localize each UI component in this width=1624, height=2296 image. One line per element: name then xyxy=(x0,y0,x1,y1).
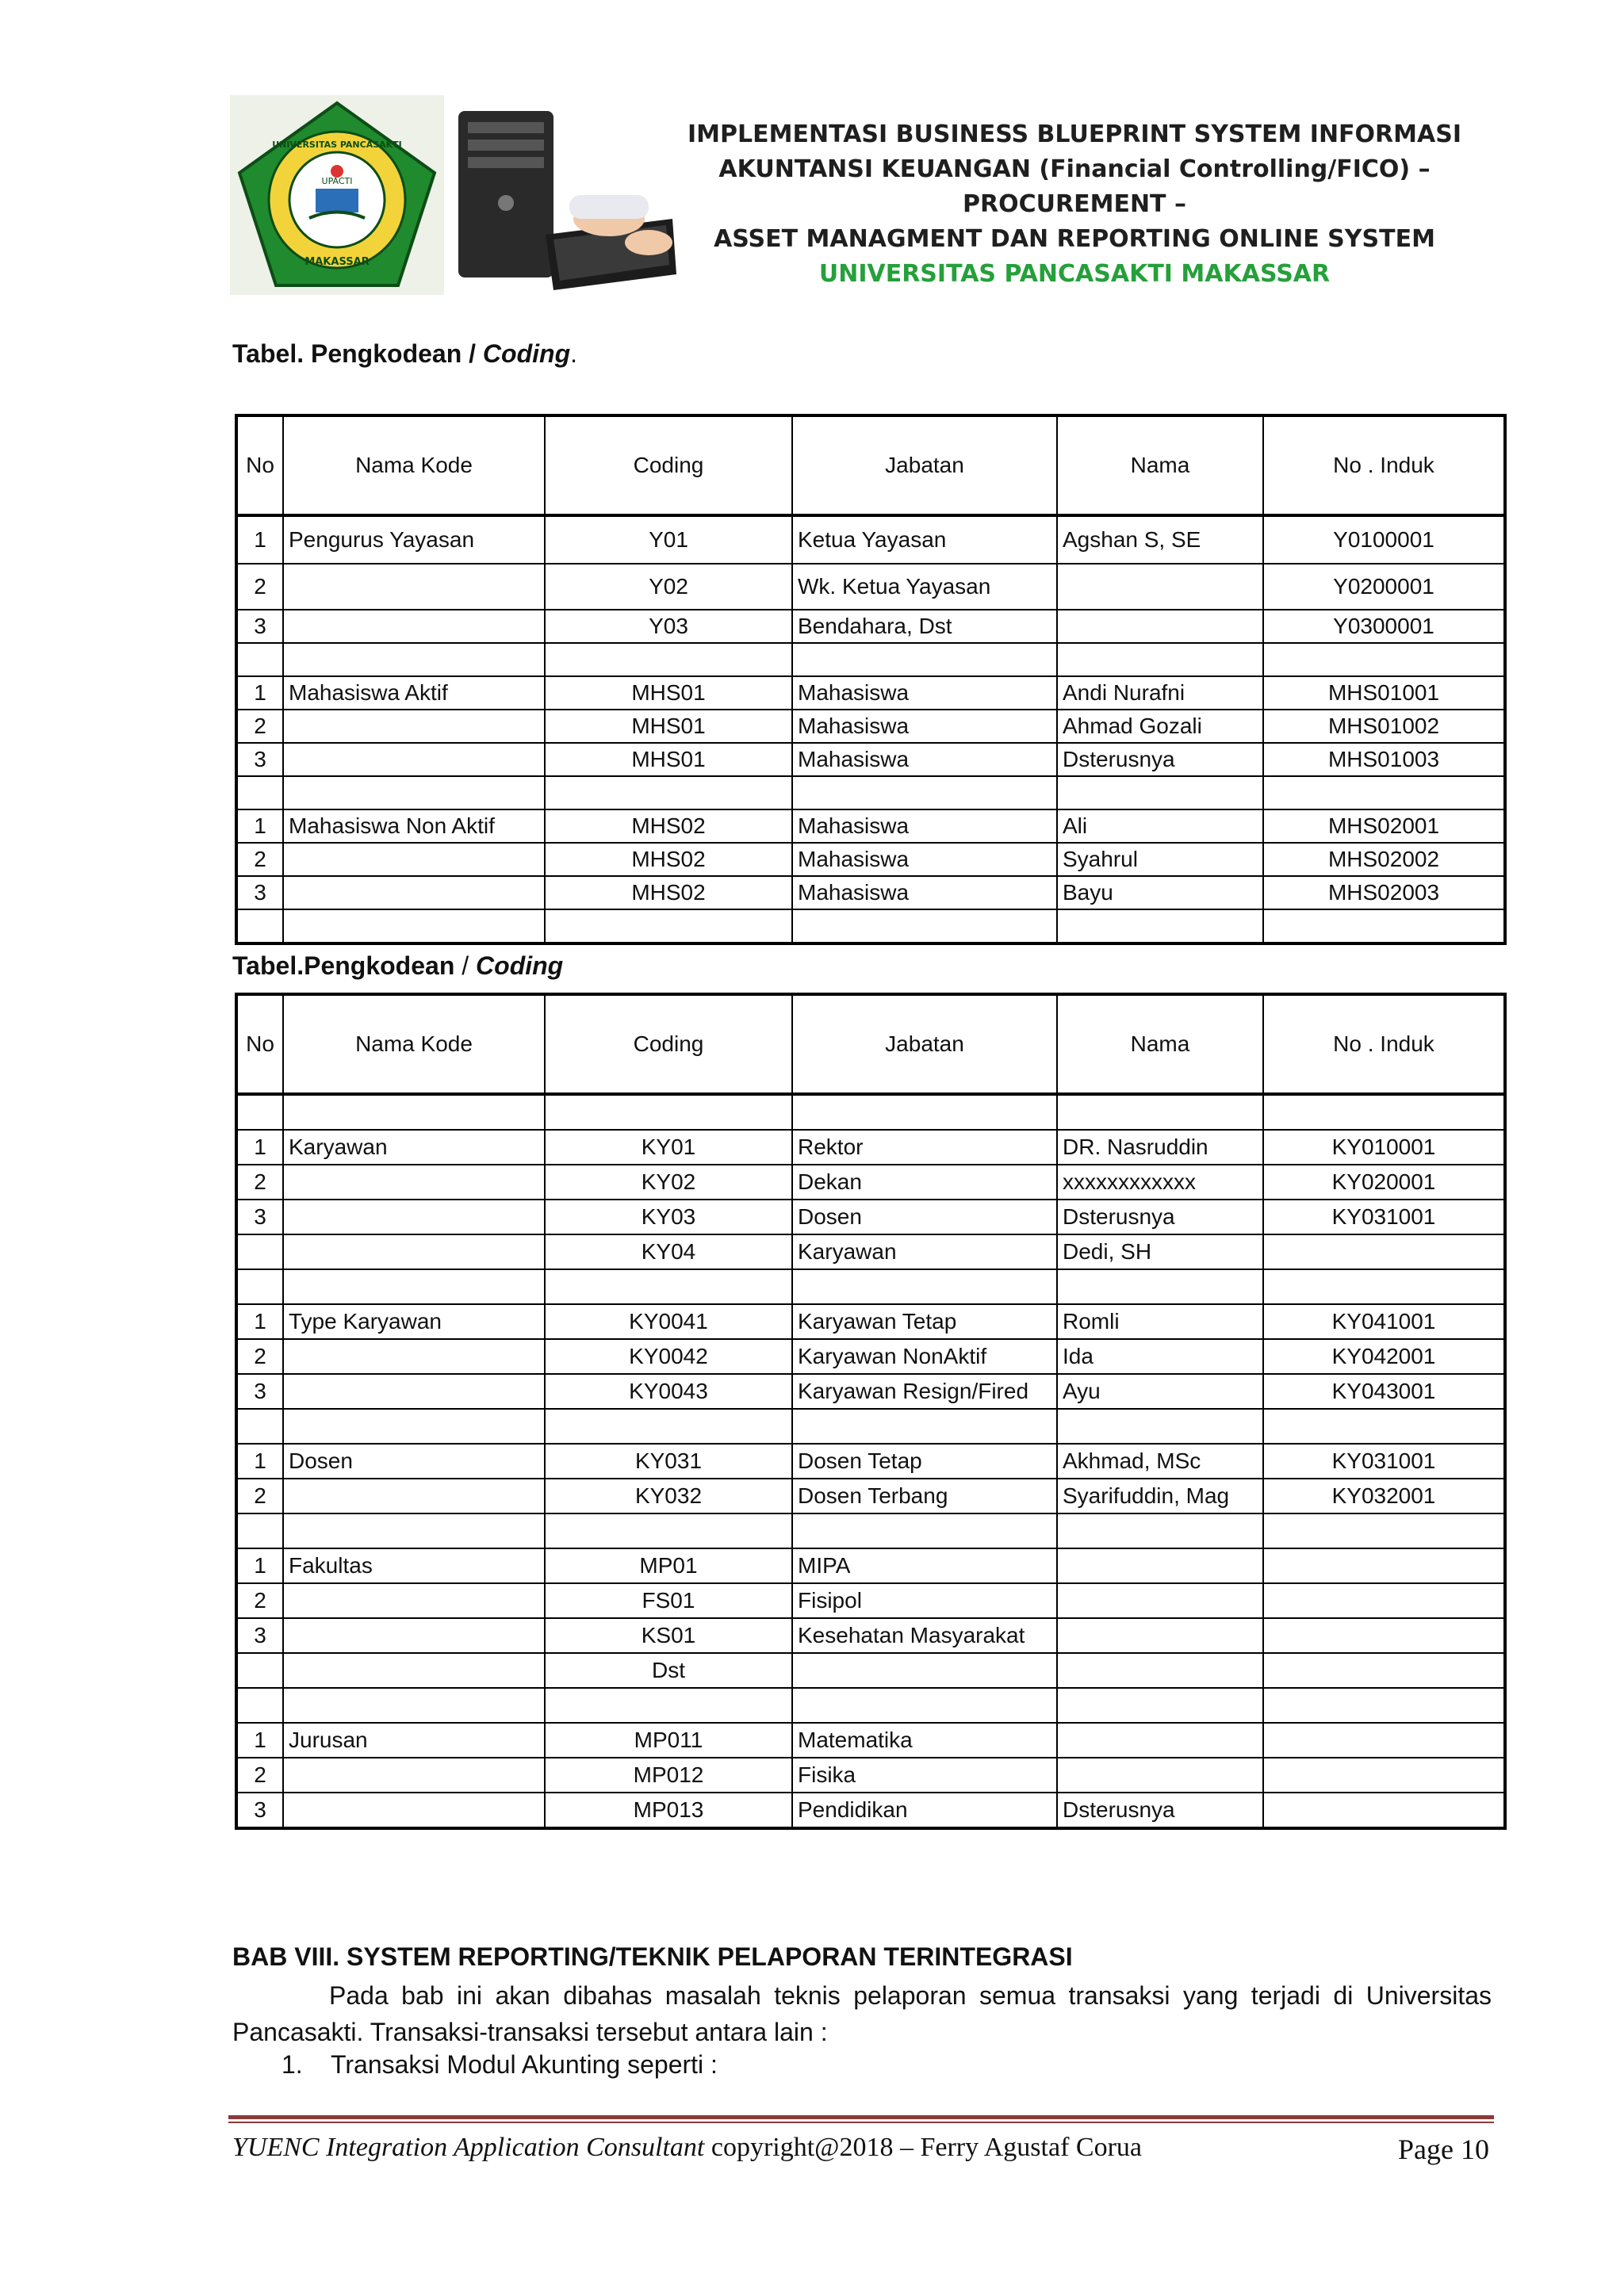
cell-jabatan: Wk. Ketua Yayasan xyxy=(792,564,1057,610)
cell-nama: Ahmad Gozali xyxy=(1057,710,1263,743)
cell-no: 1 xyxy=(236,1723,283,1758)
cell-nama: Romli xyxy=(1057,1304,1263,1339)
header-no-induk: No . Induk xyxy=(1263,994,1505,1094)
table-row xyxy=(236,1723,1505,1758)
cell-coding xyxy=(545,1513,792,1548)
table-caption-1 xyxy=(232,339,577,369)
cell-no: 3 xyxy=(236,1200,283,1234)
cell-coding: KY02 xyxy=(545,1165,792,1200)
cell-nama-kode xyxy=(283,710,545,743)
cell-nama xyxy=(1057,1688,1263,1723)
header-nama-kode: Nama Kode xyxy=(283,415,545,515)
cell-jabatan: Fisika xyxy=(792,1758,1057,1793)
cell-coding: KY04 xyxy=(545,1234,792,1269)
cell-coding xyxy=(545,1688,792,1723)
table-row xyxy=(236,1513,1505,1548)
cell-nama-kode: Karyawan xyxy=(283,1130,545,1165)
caption-1-bold: Tabel. Pengkodean / xyxy=(232,339,483,368)
cell-jabatan: Dosen xyxy=(792,1200,1057,1234)
cell-nama: Dedi, SH xyxy=(1057,1234,1263,1269)
cell-jabatan xyxy=(792,1513,1057,1548)
table-row xyxy=(236,843,1505,876)
header-title xyxy=(682,117,1467,292)
cell-nama-kode: Mahasiswa Non Aktif xyxy=(283,809,545,843)
cell-no: 2 xyxy=(236,843,283,876)
cell-nama xyxy=(1057,1548,1263,1583)
cell-nama: Ali xyxy=(1057,809,1263,843)
table-row xyxy=(236,564,1505,610)
cell-no xyxy=(236,1409,283,1444)
chapter-paragraph-text: Pada bab ini akan dibahas masalah teknis pelaporan semua transaksi yang terjadi di Universitas Pancasakti. Transaksi-transaksi tersebut antara lain : xyxy=(232,1981,1492,2046)
cell-nama-kode xyxy=(283,564,545,610)
table-row xyxy=(236,1165,1505,1200)
cell-nama-kode xyxy=(283,1339,545,1374)
cell-nama: Dsterusnya xyxy=(1057,743,1263,776)
logo-ring-text-bottom: MAKASSAR xyxy=(304,256,370,268)
cell-jabatan: Rektor xyxy=(792,1130,1057,1165)
cell-no-induk xyxy=(1263,776,1505,809)
header-no: No xyxy=(236,415,283,515)
cell-nama-kode xyxy=(283,1409,545,1444)
cell-no-induk xyxy=(1263,1758,1505,1793)
cell-coding: MP012 xyxy=(545,1758,792,1793)
cell-nama: Agshan S, SE xyxy=(1057,515,1263,564)
table-row xyxy=(236,1269,1505,1304)
cell-nama: Akhmad, MSc xyxy=(1057,1444,1263,1479)
cell-jabatan: Karyawan NonAktif xyxy=(792,1339,1057,1374)
cell-no-induk: MHS02001 xyxy=(1263,809,1505,843)
cell-jabatan: Matematika xyxy=(792,1723,1057,1758)
cell-no: 1 xyxy=(236,676,283,710)
cell-nama: DR. Nasruddin xyxy=(1057,1130,1263,1165)
cell-no-induk: MHS01003 xyxy=(1263,743,1505,776)
cell-no-induk xyxy=(1263,1409,1505,1444)
cell-no: 3 xyxy=(236,610,283,643)
cell-no xyxy=(236,909,283,943)
table-row xyxy=(236,1339,1505,1374)
cell-no-induk: KY010001 xyxy=(1263,1130,1505,1165)
cell-no: 1 xyxy=(236,809,283,843)
cell-nama-kode: Jurusan xyxy=(283,1723,545,1758)
cell-jabatan xyxy=(792,1409,1057,1444)
cell-nama: Dsterusnya xyxy=(1057,1793,1263,1828)
cell-coding: Y03 xyxy=(545,610,792,643)
cell-no-induk: KY031001 xyxy=(1263,1200,1505,1234)
table-header-row xyxy=(236,415,1505,515)
cell-no-induk: Y0300001 xyxy=(1263,610,1505,643)
cell-no: 2 xyxy=(236,1339,283,1374)
table-row xyxy=(236,1094,1505,1130)
chapter-paragraph xyxy=(232,1977,1492,2050)
cell-no: 3 xyxy=(236,876,283,909)
table-row xyxy=(236,1200,1505,1234)
table-row xyxy=(236,515,1505,564)
footer-company: YUENC Integration Application Consultant xyxy=(232,2133,705,2162)
cell-nama xyxy=(1057,610,1263,643)
cell-no: 2 xyxy=(236,564,283,610)
cell-nama-kode: Dosen xyxy=(283,1444,545,1479)
cell-nama: Syarifuddin, Mag xyxy=(1057,1479,1263,1513)
table-row xyxy=(236,1583,1505,1618)
cell-coding: MHS01 xyxy=(545,710,792,743)
cell-coding: Y01 xyxy=(545,515,792,564)
cell-jabatan: MIPA xyxy=(792,1548,1057,1583)
cell-nama-kode xyxy=(283,1758,545,1793)
caption-2-sep: / xyxy=(454,951,477,980)
cell-nama-kode xyxy=(283,1583,545,1618)
table-row xyxy=(236,1234,1505,1269)
cell-nama: Andi Nurafni xyxy=(1057,676,1263,710)
cell-no-induk: MHS01002 xyxy=(1263,710,1505,743)
cell-no xyxy=(236,1234,283,1269)
cell-nama-kode xyxy=(283,1479,545,1513)
cell-coding: KY031 xyxy=(545,1444,792,1479)
cell-jabatan xyxy=(792,776,1057,809)
cell-coding: MHS02 xyxy=(545,809,792,843)
cell-jabatan: Bendahara, Dst xyxy=(792,610,1057,643)
table-header-row xyxy=(236,994,1505,1094)
cell-jabatan: Karyawan Tetap xyxy=(792,1304,1057,1339)
table-row xyxy=(236,1758,1505,1793)
cell-no: 1 xyxy=(236,1548,283,1583)
header-title-line-3: ASSET MANAGMENT DAN REPORTING ONLINE SYSTEM xyxy=(714,225,1435,253)
cell-nama-kode xyxy=(283,1094,545,1130)
cell-coding: MP011 xyxy=(545,1723,792,1758)
cell-no-induk: MHS02002 xyxy=(1263,843,1505,876)
cell-no xyxy=(236,643,283,676)
table-1-body xyxy=(236,515,1505,943)
cell-coding: FS01 xyxy=(545,1583,792,1618)
cell-coding: KS01 xyxy=(545,1618,792,1653)
cell-coding xyxy=(545,909,792,943)
cell-coding: KY03 xyxy=(545,1200,792,1234)
cell-nama xyxy=(1057,1269,1263,1304)
cell-no: 2 xyxy=(236,1583,283,1618)
cell-nama xyxy=(1057,564,1263,610)
cell-nama-kode xyxy=(283,1269,545,1304)
cell-jabatan xyxy=(792,1094,1057,1130)
cell-nama-kode xyxy=(283,1234,545,1269)
cell-nama-kode xyxy=(283,1374,545,1409)
cell-coding: MP013 xyxy=(545,1793,792,1828)
cell-nama-kode: Mahasiswa Aktif xyxy=(283,676,545,710)
cell-no-induk: KY031001 xyxy=(1263,1444,1505,1479)
cell-no-induk: MHS02003 xyxy=(1263,876,1505,909)
cell-no xyxy=(236,1094,283,1130)
cell-no-induk: KY043001 xyxy=(1263,1374,1505,1409)
cell-jabatan: Mahasiswa xyxy=(792,809,1057,843)
cell-coding: MHS01 xyxy=(545,676,792,710)
table-row xyxy=(236,1548,1505,1583)
cell-jabatan xyxy=(792,643,1057,676)
cell-jabatan: Karyawan Resign/Fired xyxy=(792,1374,1057,1409)
cell-nama xyxy=(1057,1758,1263,1793)
cell-no xyxy=(236,1653,283,1688)
cell-coding xyxy=(545,776,792,809)
cell-nama-kode xyxy=(283,909,545,943)
cell-no-induk: KY032001 xyxy=(1263,1479,1505,1513)
table-row xyxy=(236,1688,1505,1723)
table-row xyxy=(236,809,1505,843)
cell-no: 2 xyxy=(236,1758,283,1793)
cell-jabatan: Dosen Terbang xyxy=(792,1479,1057,1513)
cell-coding: KY0043 xyxy=(545,1374,792,1409)
cell-nama xyxy=(1057,1653,1263,1688)
cell-no-induk xyxy=(1263,1618,1505,1653)
cell-nama xyxy=(1057,909,1263,943)
table-row xyxy=(236,876,1505,909)
table-2-body xyxy=(236,1094,1505,1828)
cell-coding xyxy=(545,643,792,676)
table-row xyxy=(236,1444,1505,1479)
header-jabatan: Jabatan xyxy=(792,415,1057,515)
cell-no-induk xyxy=(1263,1723,1505,1758)
cell-no: 3 xyxy=(236,1618,283,1653)
table-row xyxy=(236,610,1505,643)
header-no-induk: No . Induk xyxy=(1263,415,1505,515)
cell-nama-kode: Pengurus Yayasan xyxy=(283,515,545,564)
cell-coding: MHS01 xyxy=(545,743,792,776)
cell-no xyxy=(236,776,283,809)
computer-icon xyxy=(450,100,680,295)
cell-jabatan: Dekan xyxy=(792,1165,1057,1200)
cell-nama-kode xyxy=(283,876,545,909)
table-row xyxy=(236,1374,1505,1409)
table-row xyxy=(236,776,1505,809)
table-row xyxy=(236,1653,1505,1688)
cell-nama-kode xyxy=(283,1165,545,1200)
cell-jabatan: Pendidikan xyxy=(792,1793,1057,1828)
cell-coding xyxy=(545,1094,792,1130)
header-no: No xyxy=(236,994,283,1094)
header-nama-kode: Nama Kode xyxy=(283,994,545,1094)
cell-nama-kode: Fakultas xyxy=(283,1548,545,1583)
cell-jabatan: Kesehatan Masyarakat xyxy=(792,1618,1057,1653)
caption-2-bold: Tabel.Pengkodean xyxy=(232,951,455,980)
table-row xyxy=(236,1479,1505,1513)
cell-no-induk: KY042001 xyxy=(1263,1339,1505,1374)
cell-nama-kode xyxy=(283,1688,545,1723)
cell-nama-kode xyxy=(283,1653,545,1688)
cell-no-induk xyxy=(1263,1688,1505,1723)
cell-nama: Dsterusnya xyxy=(1057,1200,1263,1234)
table-row xyxy=(236,743,1505,776)
table-row xyxy=(236,1130,1505,1165)
cell-nama-kode xyxy=(283,1200,545,1234)
table-row xyxy=(236,643,1505,676)
cell-no-induk: KY020001 xyxy=(1263,1165,1505,1200)
cell-coding: MHS02 xyxy=(545,876,792,909)
cell-jabatan: Mahasiswa xyxy=(792,843,1057,876)
caption-1-suffix: . xyxy=(570,339,577,368)
header-jabatan: Jabatan xyxy=(792,994,1057,1094)
cell-no: 2 xyxy=(236,710,283,743)
cell-jabatan xyxy=(792,1269,1057,1304)
cell-jabatan: Mahasiswa xyxy=(792,710,1057,743)
table-row xyxy=(236,1793,1505,1828)
header-title-line-2: AKUNTANSI KEUANGAN (Financial Controlling/FICO) – PROCUREMENT – xyxy=(718,155,1431,218)
table-row xyxy=(236,1618,1505,1653)
footer-copyright-text: copyright@2018 – Ferry Agustaf Corua xyxy=(704,2133,1142,2162)
cell-no-induk xyxy=(1263,1269,1505,1304)
cell-jabatan: Karyawan xyxy=(792,1234,1057,1269)
cell-jabatan: Dosen Tetap xyxy=(792,1444,1057,1479)
cell-no: 1 xyxy=(236,515,283,564)
table-caption-2 xyxy=(232,951,563,981)
table-row xyxy=(236,909,1505,943)
header-coding: Coding xyxy=(545,994,792,1094)
cell-no-induk: KY041001 xyxy=(1263,1304,1505,1339)
caption-2-italic: Coding xyxy=(476,951,564,980)
cell-nama-kode: Type Karyawan xyxy=(283,1304,545,1339)
cell-no: 3 xyxy=(236,1374,283,1409)
page-header xyxy=(230,95,1467,297)
cell-no: 1 xyxy=(236,1130,283,1165)
cell-no-induk: MHS01001 xyxy=(1263,676,1505,710)
cell-jabatan xyxy=(792,1688,1057,1723)
table-row xyxy=(236,676,1505,710)
cell-nama: Ida xyxy=(1057,1339,1263,1374)
cell-nama: Bayu xyxy=(1057,876,1263,909)
cell-jabatan: Mahasiswa xyxy=(792,876,1057,909)
cell-jabatan xyxy=(792,909,1057,943)
cell-nama: Ayu xyxy=(1057,1374,1263,1409)
cell-nama-kode xyxy=(283,1618,545,1653)
list-item-number: 1. xyxy=(282,2050,303,2079)
cell-nama-kode xyxy=(283,776,545,809)
header-title-line-1: IMPLEMENTASI BUSINESS BLUEPRINT SYSTEM INFORMASI xyxy=(688,121,1461,148)
coding-table-2 xyxy=(235,993,1507,1830)
cell-coding: MP01 xyxy=(545,1548,792,1583)
cell-no-induk xyxy=(1263,1548,1505,1583)
chapter-title: BAB VIII. SYSTEM REPORTING/TEKNIK PELAPORAN TERINTEGRASI xyxy=(232,1942,1073,1971)
cell-coding: MHS02 xyxy=(545,843,792,876)
cell-coding: KY0042 xyxy=(545,1339,792,1374)
cell-nama xyxy=(1057,1409,1263,1444)
cell-no: 2 xyxy=(236,1165,283,1200)
cell-no: 2 xyxy=(236,1479,283,1513)
cell-no xyxy=(236,1269,283,1304)
caption-1-italic: Coding xyxy=(482,339,571,368)
university-logo xyxy=(230,95,444,295)
cell-nama xyxy=(1057,1618,1263,1653)
table-row xyxy=(236,1409,1505,1444)
footer-rule-thin xyxy=(228,2122,1494,2123)
cell-nama-kode xyxy=(283,1513,545,1548)
cell-nama xyxy=(1057,1583,1263,1618)
cell-nama xyxy=(1057,1513,1263,1548)
cell-nama xyxy=(1057,1723,1263,1758)
cell-nama: Syahrul xyxy=(1057,843,1263,876)
header-nama: Nama xyxy=(1057,415,1263,515)
cell-jabatan: Mahasiswa xyxy=(792,676,1057,710)
cell-nama: xxxxxxxxxxxx xyxy=(1057,1165,1263,1200)
cell-no: 3 xyxy=(236,743,283,776)
list-item-text: Transaksi Modul Akunting seperti : xyxy=(331,2050,718,2079)
cell-nama xyxy=(1057,1094,1263,1130)
cell-no-induk xyxy=(1263,1583,1505,1618)
cell-no-induk xyxy=(1263,1793,1505,1828)
cell-jabatan xyxy=(792,1653,1057,1688)
list-item xyxy=(282,2050,718,2080)
cell-coding: Y02 xyxy=(545,564,792,610)
cell-no-induk: Y0200001 xyxy=(1263,564,1505,610)
cell-no: 1 xyxy=(236,1304,283,1339)
cell-nama-kode xyxy=(283,610,545,643)
logo-inner-text: UPACTI xyxy=(321,176,353,186)
cell-no-induk xyxy=(1263,1234,1505,1269)
cell-jabatan: Ketua Yayasan xyxy=(792,515,1057,564)
cell-coding xyxy=(545,1269,792,1304)
cell-jabatan: Fisipol xyxy=(792,1583,1057,1618)
cell-no-induk xyxy=(1263,1513,1505,1548)
footer-rule xyxy=(228,2115,1494,2119)
cell-no-induk xyxy=(1263,643,1505,676)
logo-ring-text-top: UNIVERSITAS PANCASAKTI xyxy=(272,140,402,150)
cell-coding: KY032 xyxy=(545,1479,792,1513)
cell-coding xyxy=(545,1409,792,1444)
cell-no xyxy=(236,1513,283,1548)
cell-no-induk xyxy=(1263,909,1505,943)
cell-coding: KY01 xyxy=(545,1130,792,1165)
university-seal-icon xyxy=(230,95,444,295)
cell-no: 3 xyxy=(236,1793,283,1828)
footer-page-number: Page 10 xyxy=(1398,2133,1489,2165)
cell-jabatan: Mahasiswa xyxy=(792,743,1057,776)
table-row xyxy=(236,710,1505,743)
cell-nama-kode xyxy=(283,1793,545,1828)
header-title-line-4: UNIVERSITAS PANCASAKTI MAKASSAR xyxy=(818,260,1331,288)
table-row xyxy=(236,1304,1505,1339)
header-nama: Nama xyxy=(1057,994,1263,1094)
cell-no-induk: Y0100001 xyxy=(1263,515,1505,564)
cell-nama-kode xyxy=(283,843,545,876)
cell-nama-kode xyxy=(283,643,545,676)
cell-nama-kode xyxy=(283,743,545,776)
cell-nama xyxy=(1057,643,1263,676)
cell-nama xyxy=(1057,776,1263,809)
cell-no-induk xyxy=(1263,1653,1505,1688)
cell-no: 1 xyxy=(236,1444,283,1479)
cell-no xyxy=(236,1688,283,1723)
computer-illustration xyxy=(450,100,680,295)
cell-coding: KY0041 xyxy=(545,1304,792,1339)
cell-coding: Dst xyxy=(545,1653,792,1688)
header-coding: Coding xyxy=(545,415,792,515)
footer-copyright xyxy=(232,2133,1142,2163)
cell-no-induk xyxy=(1263,1094,1505,1130)
coding-table-1 xyxy=(235,414,1507,945)
